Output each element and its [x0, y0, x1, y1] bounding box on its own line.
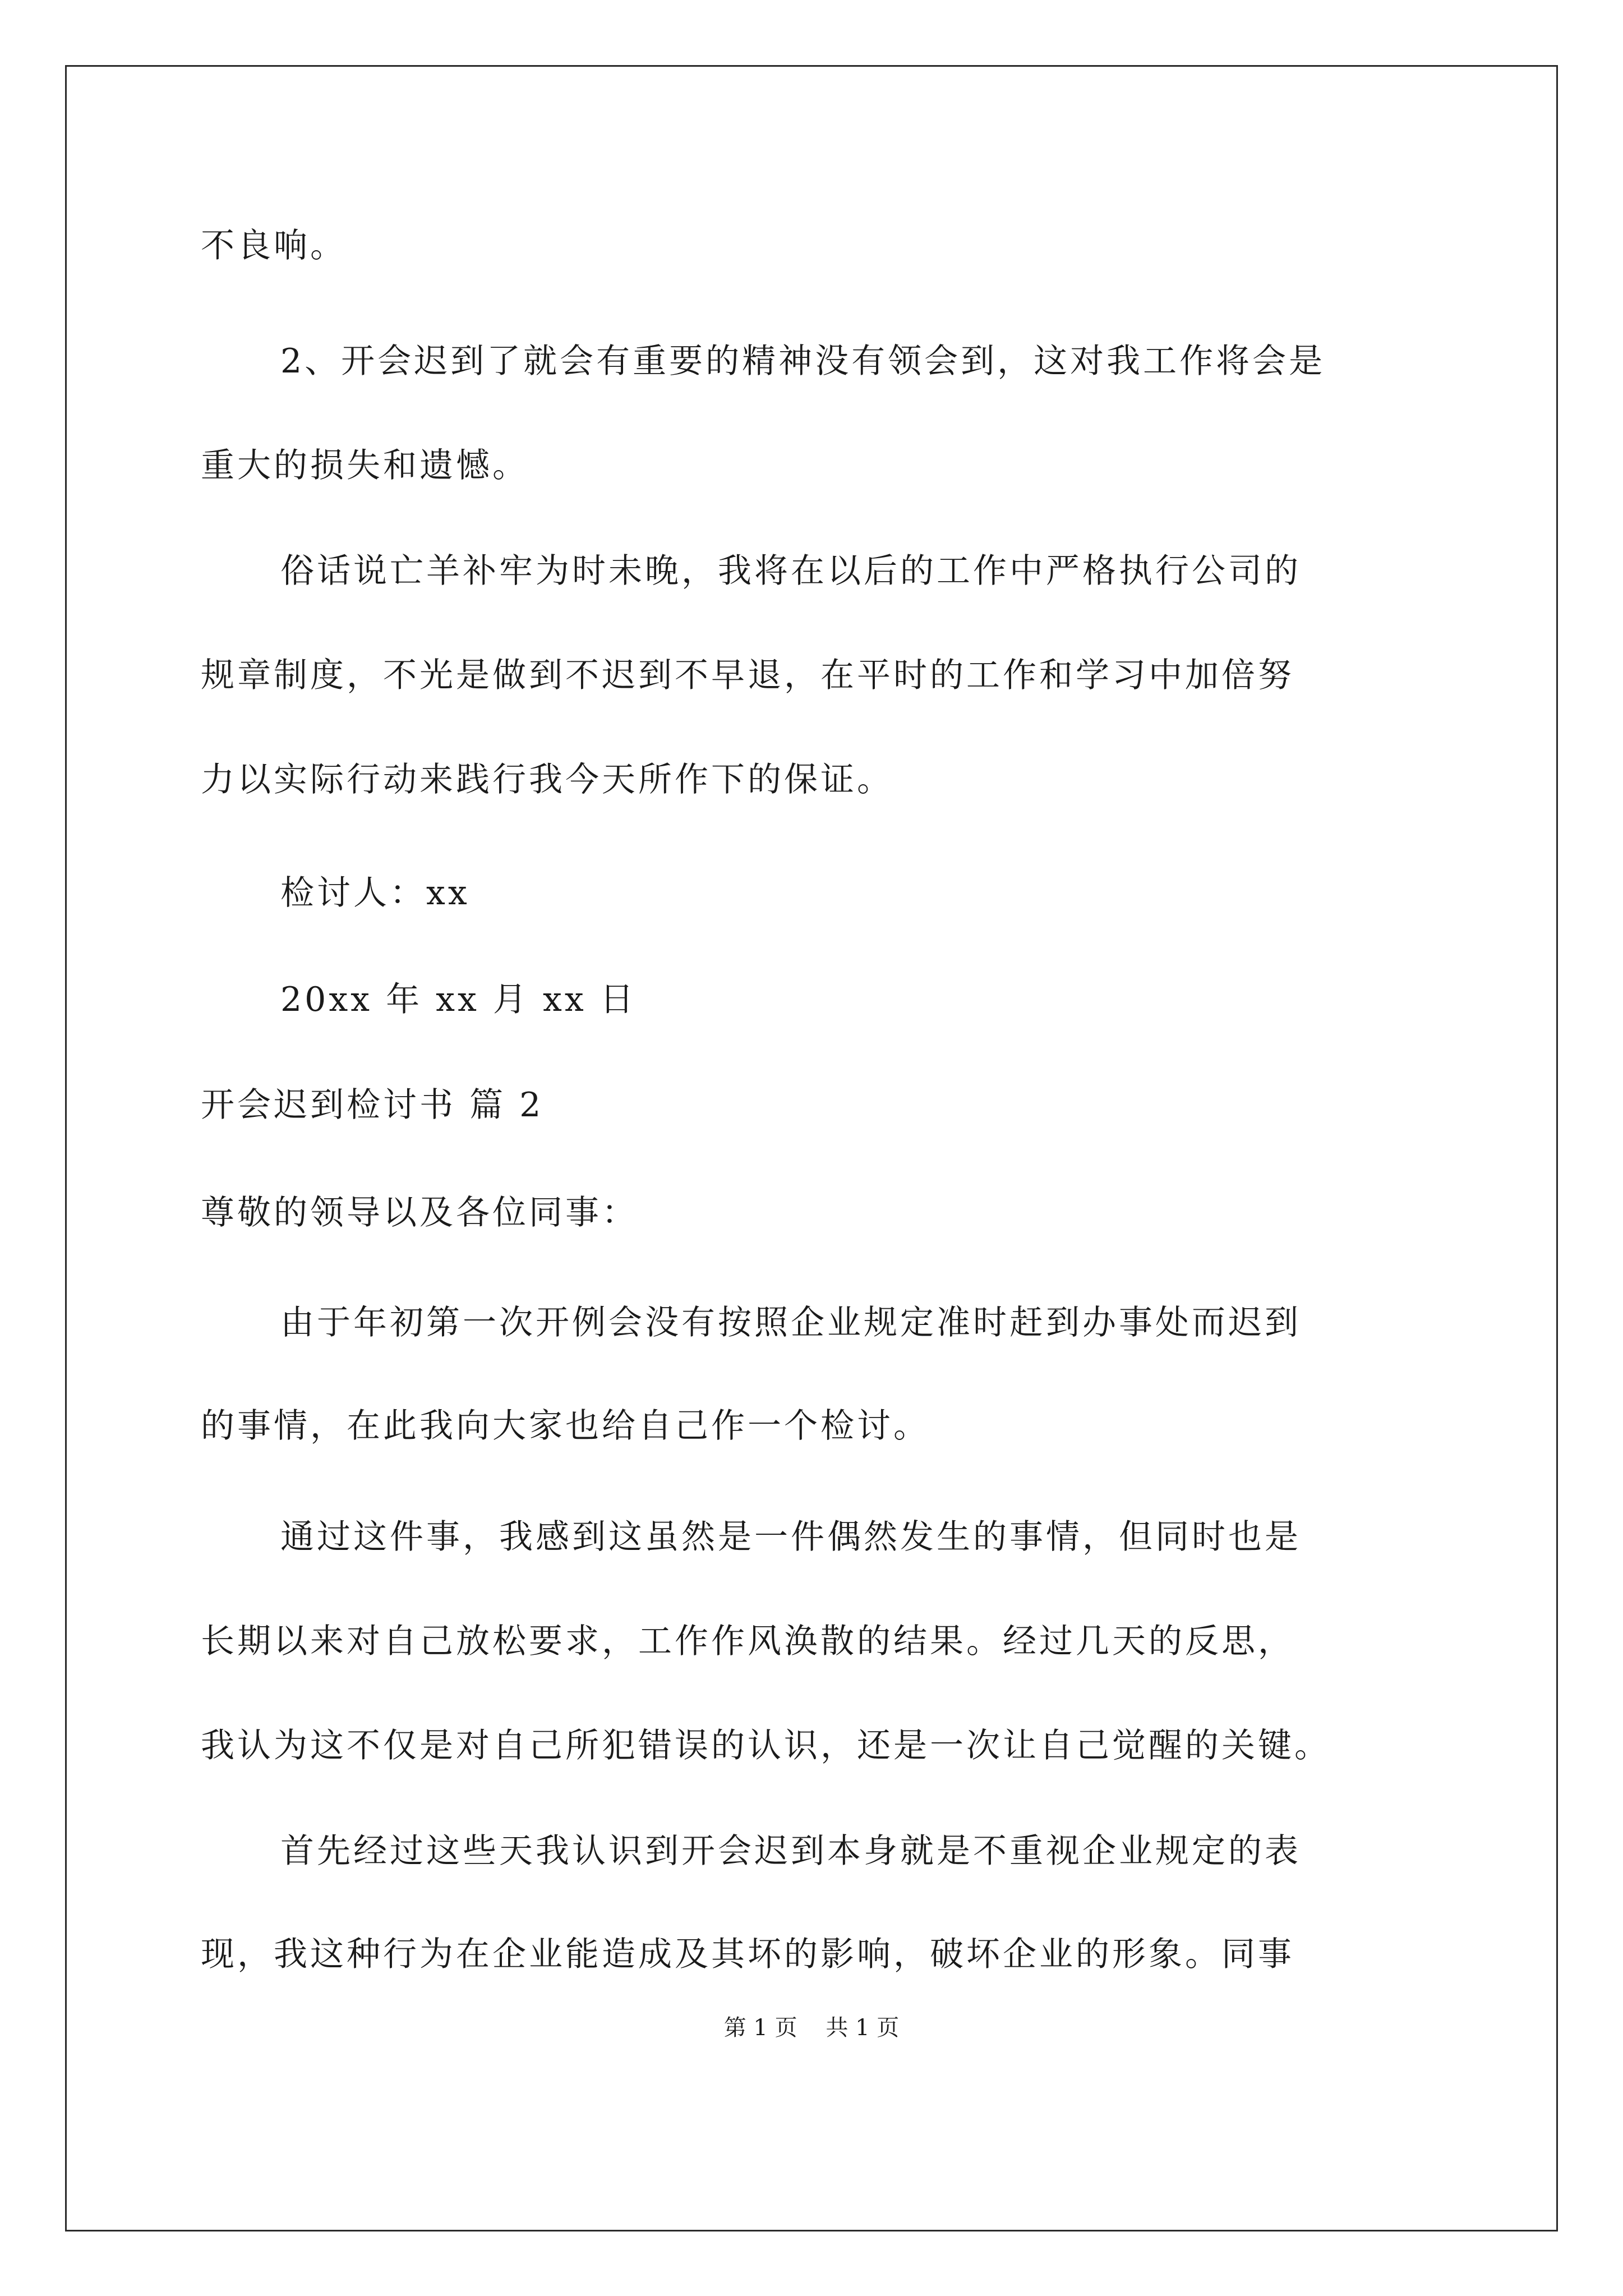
paragraph-line: 的事情，在此我向大家也给自己作一个检讨。 — [201, 1406, 930, 1446]
section-heading: 开会迟到检讨书 篇 2 — [201, 1085, 544, 1125]
paragraph-line: 力以实际行动来践行我今天所作下的保证。 — [201, 760, 893, 799]
date-line: 20xx 年 xx 月 xx 日 — [280, 980, 637, 1019]
paragraph-line: 现，我这种行为在企业能造成及其坏的影响，破坏企业的形象。同事 — [201, 1935, 1294, 1974]
paragraph-line: 我认为这不仅是对自己所犯错误的认识，还是一次让自己觉醒的关键。 — [201, 1726, 1331, 1765]
paragraph-line: 由于年初第一次开例会没有按照企业规定准时赶到办事处而迟到 — [280, 1303, 1301, 1342]
page-number-footer: 第 1 页 共 1 页 — [723, 2015, 900, 2041]
paragraph-line: 长期以来对自己放松要求，工作作风涣散的结果。经过几天的反思， — [201, 1622, 1294, 1661]
salutation-line: 尊敬的领导以及各位同事： — [201, 1193, 638, 1232]
paragraph-line: 重大的损失和遗憾。 — [201, 446, 529, 485]
paragraph-line: 不良响。 — [201, 226, 347, 265]
paragraph-line: 俗话说亡羊补牢为时未晚，我将在以后的工作中严格执行公司的 — [280, 551, 1301, 591]
paragraph-line: 2、开会迟到了就会有重要的精神没有领会到，这对我工作将会是 — [280, 342, 1326, 381]
paragraph-line: 首先经过这些天我认识到开会迟到本身就是不重视企业规定的表 — [280, 1832, 1301, 1871]
page-frame — [65, 65, 1558, 2231]
paragraph-line: 规章制度，不光是做到不迟到不早退，在平时的工作和学习中加倍努 — [201, 656, 1294, 695]
signatory-line: 检讨人：xx — [280, 873, 470, 913]
paragraph-line: 通过这件事，我感到这虽然是一件偶然发生的事情，但同时也是 — [280, 1517, 1301, 1557]
